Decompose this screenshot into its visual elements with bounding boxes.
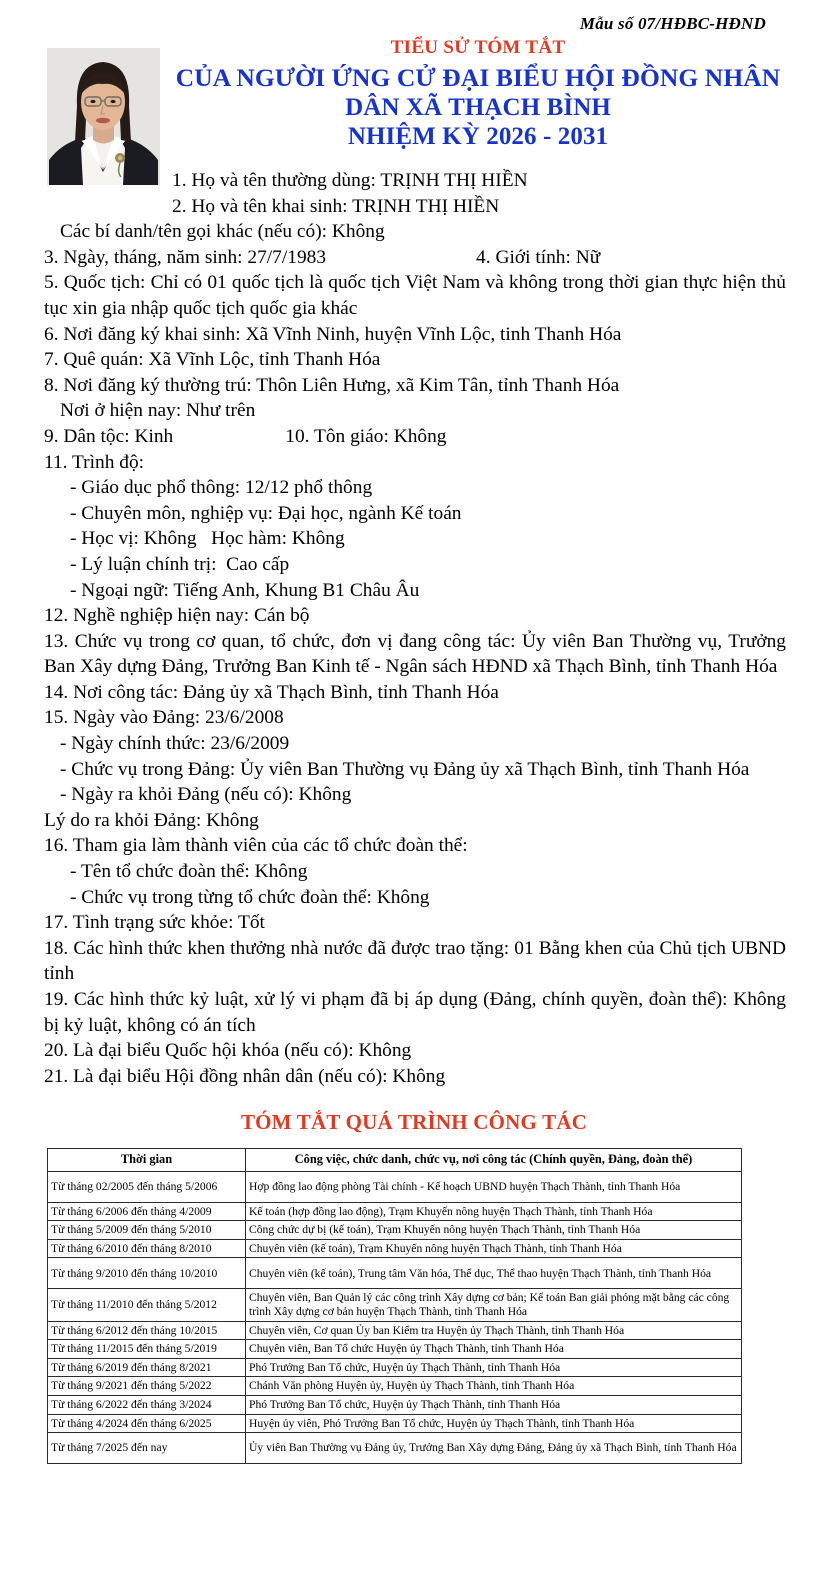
cell-time: Từ tháng 6/2012 đến tháng 10/2015: [48, 1321, 246, 1340]
cell-time: Từ tháng 02/2005 đến tháng 5/2006: [48, 1171, 246, 1202]
cell-position: Chuyên viên, Ban Quản lý các công trình Xây dựng cơ bản; Kế toán Ban giải phóng mặt bằng các công trình Xây dựng cơ bản huyện Thạch Thành, tỉnh Thanh Hóa: [246, 1289, 742, 1321]
field-party-position: - Chức vụ trong Đảng: Ủy viên Ban Thường vụ Đảng ủy xã Thạch Bình, tỉnh Thanh Hóa: [60, 758, 750, 780]
biography-fields: [44, 168, 791, 1089]
cell-position: Phó Trưởng Ban Tổ chức, Huyện ủy Thạch Thành, tỉnh Thanh Hóa: [246, 1395, 742, 1414]
field-religion: 10. Tôn giáo: Không: [285, 425, 447, 447]
field-organization-name: - Tên tổ chức đoàn thể: Không: [70, 861, 308, 883]
field-birth-registration: 6. Nơi đăng ký khai sinh: Xã Vĩnh Ninh, huyện Vĩnh Lộc, tinh Thanh Hóa: [44, 323, 622, 345]
page-title-line4: NHIỆM KỲ 2026 - 2031: [347, 123, 609, 151]
column-header-time: Thời gian: [48, 1149, 246, 1172]
table-row: [48, 1340, 742, 1359]
field-dob: 3. Ngày, tháng, năm sinh: 27/7/1983: [44, 246, 327, 268]
field-hometown: 7. Quê quán: Xã Vĩnh Lộc, tỉnh Thanh Hóa: [44, 349, 381, 371]
cell-time: Từ tháng 11/2015 đến tháng 5/2019: [48, 1340, 246, 1359]
table-row: [48, 1321, 742, 1340]
field-current-residence: Nơi ở hiện nay: Như trên: [60, 400, 256, 422]
field-health-status: 17. Tình trạng sức khỏe: Tốt: [44, 912, 265, 934]
cell-time: Từ tháng 6/2006 đến tháng 4/2009: [48, 1202, 246, 1221]
field-residence-registration: 8. Nơi đăng ký thường trú: Thôn Liên Hưng, xã Kim Tân, tỉnh Thanh Hóa: [44, 374, 620, 396]
career-table-body: [48, 1171, 742, 1464]
table-row: [48, 1258, 742, 1289]
table-row: [48, 1171, 742, 1202]
field-awards: 18. Các hình thức khen thưởng nhà nước đã được trao tặng: 01 Bằng khen của Chủ tịch UBND tỉnh: [44, 937, 791, 985]
field-current-position: 13. Chức vụ trong cơ quan, tổ chức, đơn vị đang công tác: Ủy viên Ban Thường vụ, Trưởng Ban Xây dựng Đảng, Trưởng Ban Kinh tế - Ngân sách HĐND xã Thạch Bình, tỉnh Thanh Hóa: [44, 630, 791, 678]
field-professional-qualification: - Chuyên môn, nghiệp vụ: Đại học, ngành Kế toán: [70, 502, 462, 524]
field-political-theory: - Lý luận chính trị: Cao cấp: [70, 553, 290, 575]
field-workplace: 14. Nơi công tác: Đảng ủy xã Thạch Bình, tỉnh Thanh Hóa: [44, 681, 499, 703]
table-row: [48, 1377, 742, 1396]
cell-position: Kế toán (hợp đồng lao động), Trạm Khuyến nông huyện Thạch Thành, tỉnh Thanh Hóa: [246, 1202, 742, 1221]
table-row: [48, 1414, 742, 1433]
column-header-position: Công việc, chức danh, chức vụ, nơi công tác (Chính quyền, Đảng, đoàn thể): [246, 1149, 742, 1172]
table-row: [48, 1221, 742, 1240]
table-row: [48, 1202, 742, 1221]
cell-time: Từ tháng 6/2022 đến tháng 3/2024: [48, 1395, 246, 1414]
cell-position: Huyện ủy viên, Phó Trưởng Ban Tổ chức, Huyện ủy Thạch Thành, tỉnh Thanh Hóa: [246, 1414, 742, 1433]
cell-time: Từ tháng 5/2009 đến tháng 5/2010: [48, 1221, 246, 1240]
cell-time: Từ tháng 4/2024 đến tháng 6/2025: [48, 1414, 246, 1433]
field-national-assembly-deputy: 20. Là đại biểu Quốc hội khóa (nếu có): Không: [44, 1040, 412, 1062]
field-nationality: 5. Quốc tịch: Chỉ có 01 quốc tịch là quốc tịch Việt Nam và không trong thời gian thực hiện thủ tục xin gia nhập quốc tịch quốc gia khác: [44, 272, 791, 319]
page-title-line2: CỦA NGƯỜI ỨNG CỬ ĐẠI BIỂU HỘI ĐỒNG NHÂN: [175, 62, 781, 92]
cell-position: Ủy viên Ban Thường vụ Đảng ủy, Trưởng Ban Xây dựng Đảng, Đảng ủy xã Thạch Bình, tỉnh Thanh Hóa: [246, 1433, 742, 1464]
form-number: Mẫu số 07/HĐBC-HĐND: [579, 14, 766, 33]
table-row: [48, 1358, 742, 1377]
cell-position: Chánh Văn phòng Huyện ủy, Huyện ủy Thạch Thành, tỉnh Thanh Hóa: [246, 1377, 742, 1396]
table-header-row: [48, 1149, 742, 1172]
field-party-exit-reason: Lý do ra khỏi Đảng: Không: [44, 809, 259, 831]
cell-position: Công chức dự bị (kế toán), Trạm Khuyến nông huyện Thạch Thành, tỉnh Thanh Hóa: [246, 1221, 742, 1240]
field-peoples-council-deputy: 21. Là đại biểu Hội đồng nhân dân (nếu có): Không: [44, 1065, 446, 1087]
field-organization-position: - Chức vụ trong từng tổ chức đoàn thể: Không: [70, 886, 430, 908]
title-block: [168, 38, 788, 152]
table-row: [48, 1289, 742, 1321]
cell-time: Từ tháng 9/2021 đến tháng 5/2022: [48, 1377, 246, 1396]
cell-position: Chuyên viên, Cơ quan Ủy ban Kiểm tra Huyện ủy Thạch Thành, tỉnh Thanh Hóa: [246, 1321, 742, 1340]
field-disciplinary-actions: 19. Các hình thức kỷ luật, xử lý vi phạm đã bị áp dụng (Đảng, chính quyền, đoàn thể): Không bị kỷ luật, không có án tích: [44, 989, 791, 1036]
field-aliases: Các bí danh/tên gọi khác (nếu có): Không: [60, 221, 385, 243]
table-row: [48, 1239, 742, 1258]
table-row: [48, 1395, 742, 1414]
field-foreign-language: - Ngoại ngữ: Tiếng Anh, Khung B1 Châu Âu: [70, 579, 420, 601]
field-ethnicity-religion: [44, 424, 786, 450]
field-birth-name: 2. Họ và tên khai sinh: TRỊNH THỊ HIỀN: [172, 195, 500, 217]
field-party-official-date: - Ngày chính thức: 23/6/2009: [60, 733, 290, 755]
field-party-exit-date: - Ngày ra khỏi Đảng (nếu có): Không: [60, 784, 352, 806]
cell-time: Từ tháng 7/2025 đến nay: [48, 1433, 246, 1464]
table-row: [48, 1433, 742, 1464]
field-education-heading: 11. Trình độ:: [44, 451, 145, 473]
field-party-join-date: 15. Ngày vào Đảng: 23/6/2008: [44, 707, 284, 729]
portrait-image: [47, 48, 160, 185]
cell-position: Chuyên viên, Ban Tổ chức Huyện ủy Thạch Thành, tỉnh Thanh Hóa: [246, 1340, 742, 1359]
field-gender: 4. Giới tính: Nữ: [476, 246, 601, 268]
career-section-header: TÓM TẮT QUÁ TRÌNH CÔNG TÁC: [240, 1110, 588, 1134]
field-organizations-heading: 16. Tham gia làm thành viên của các tổ chức đoàn thể:: [44, 835, 468, 857]
field-dob-gender: [44, 245, 786, 271]
page-title-line3: DÂN XÃ THẠCH BÌNH: [345, 93, 611, 121]
cell-position: Chuyên viên (kế toán), Trung tâm Văn hóa, Thể dục, Thể thao huyện Thạch Thành, tỉnh Thanh Hóa: [246, 1258, 742, 1289]
cell-position: Chuyên viên (kế toán), Trạm Khuyến nông huyện Thạch Thành, tỉnh Thanh Hóa: [246, 1239, 742, 1258]
cell-position: Hợp đồng lao động phòng Tài chính - Kế hoạch UBND huyện Thạch Thành, tỉnh Thanh Hóa: [246, 1171, 742, 1202]
page-title-primary: TIỂU SỬ TÓM TẮT: [390, 37, 566, 58]
career-table-wrapper: [47, 1148, 741, 1464]
cell-time: Từ tháng 6/2019 đến tháng 8/2021: [48, 1358, 246, 1377]
field-current-occupation: 12. Nghề nghiệp hiện nay: Cán bộ: [44, 605, 310, 627]
cell-time: Từ tháng 6/2010 đến tháng 8/2010: [48, 1239, 246, 1258]
cell-position: Phó Trưởng Ban Tổ chức, Huyện ủy Thạch Thành, tỉnh Thanh Hóa: [246, 1358, 742, 1377]
cell-time: Từ tháng 9/2010 đến tháng 10/2010: [48, 1258, 246, 1289]
cell-time: Từ tháng 11/2010 đến tháng 5/2012: [48, 1289, 246, 1321]
candidate-photo: [47, 48, 160, 185]
field-ethnicity: 9. Dân tộc: Kinh: [44, 425, 174, 447]
field-general-education: - Giáo dục phổ thông: 12/12 phổ thông: [70, 477, 373, 499]
field-academic-degree: - Học vị: Không Học hàm: Không: [70, 528, 345, 550]
field-full-name: 1. Họ và tên thường dùng: TRỊNH THỊ HIỀN: [172, 170, 528, 191]
career-table: [47, 1148, 742, 1464]
